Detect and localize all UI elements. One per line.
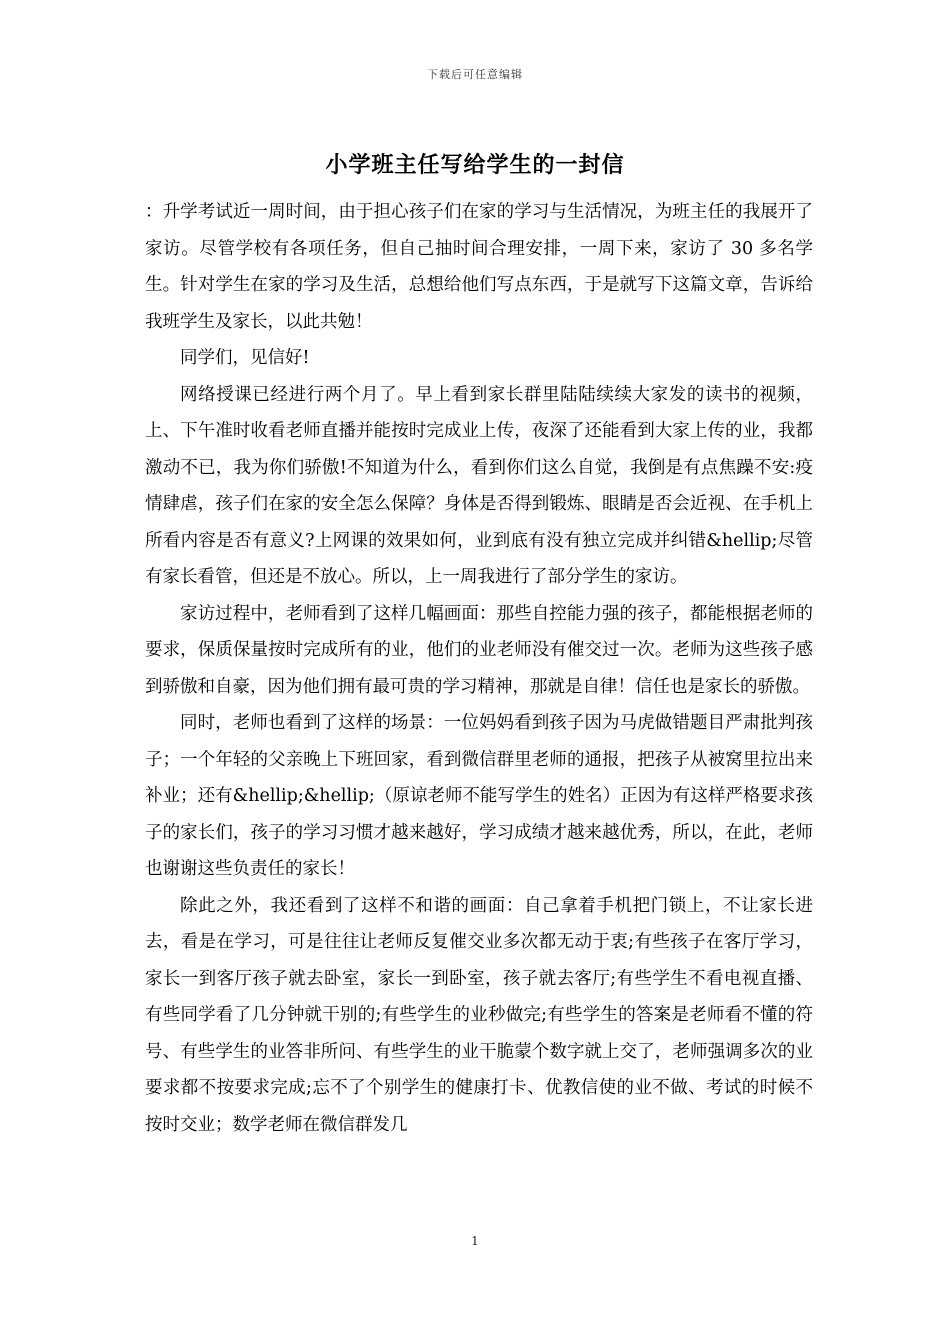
greeting-paragraph: 同学们，见信好! xyxy=(180,348,310,368)
letter-body xyxy=(145,194,813,1143)
problems-paragraph: 除此之外，我还看到了这样不和谐的画面：自己拿着手机把门锁上，不让家长进去，看是在学习，可是往往让老师反复催交业多次都无动于衷;有些孩子在客厅学习，家长一到客厅孩子就去卧室，家长一到卧室，孩子就去客厅;有些学生不看电视直播、有些同学看了几分钟就干别的;有些学生的业秒做完;有些学生的答案是老师看不懂的符号、有些学生的业答非所问、有些学生的业干脆蒙个数字就上交了，老师强调多次的业要求都不按要求完成;忘不了个别学生的健康打卡、优教信使的业不做、考试的时候不按时交业；数学老师在微信群发几 xyxy=(145,895,813,1135)
page-number: 1 xyxy=(471,1234,479,1248)
intro-paragraph: ：升学考试近一周时间，由于担心孩子们在家的学习与生活情况，为班主任的我展开了家访。尽管学校有各项任务，但自己抽时间合理安排，一周下来，家访了 30 多名学生。针对学生在家的学习及生活，总想给他们写点东西，于是就写下这篇文章，告诉给我班学生及家长，以此共勉！ xyxy=(145,202,813,332)
home-visit-paragraph: 家访过程中，老师看到了这样几幅画面：那些自控能力强的孩子，都能根据老师的要求，保质保量按时完成所有的业，他们的业老师没有催交过一次。老师为这些孩子感到骄傲和自豪，因为他们拥有最可贵的学习精神，那就是自律！信任也是家长的骄傲。 xyxy=(145,603,813,697)
online-class-paragraph: 网络授课已经进行两个月了。早上看到家长群里陆陆续续大家发的读书的视频，上、下午准时收看老师直播并能按时完成业上传，夜深了还能看到大家上传的业，我都激动不已，我为你们骄傲!不知道为什么，看到你们这么自觉，我倒是有点焦躁不安:疫情肆虐，孩子们在家的安全怎么保障？身体是否得到锻炼、眼睛是否会近视、在手机上所看内容是否有意义?上网课的效果如何，业到底有没有独立完成并纠错&hellip;尽管有家长看管，但还是不放心。所以，上一周我进行了部分学生的家访。 xyxy=(145,384,813,587)
document-title: 小学班主任写给学生的一封信 xyxy=(325,152,625,178)
header-note: 下载后可任意编辑 xyxy=(427,68,523,81)
parents-paragraph: 同时，老师也看到了这样的场景：一位妈妈看到孩子因为马虎做错题目严肃批判孩子；一个年轻的父亲晚上下班回家，看到微信群里老师的通报，把孩子从被窝里拉出来补业；还有&hellip;&hellip;（原谅老师不能写学生的姓名）正因为有这样严格要求孩子的家长们，孩子的学习习惯才越来越好，学习成绩才越来越优秀，所以，在此，老师也谢谢这些负责任的家长！ xyxy=(145,713,813,879)
